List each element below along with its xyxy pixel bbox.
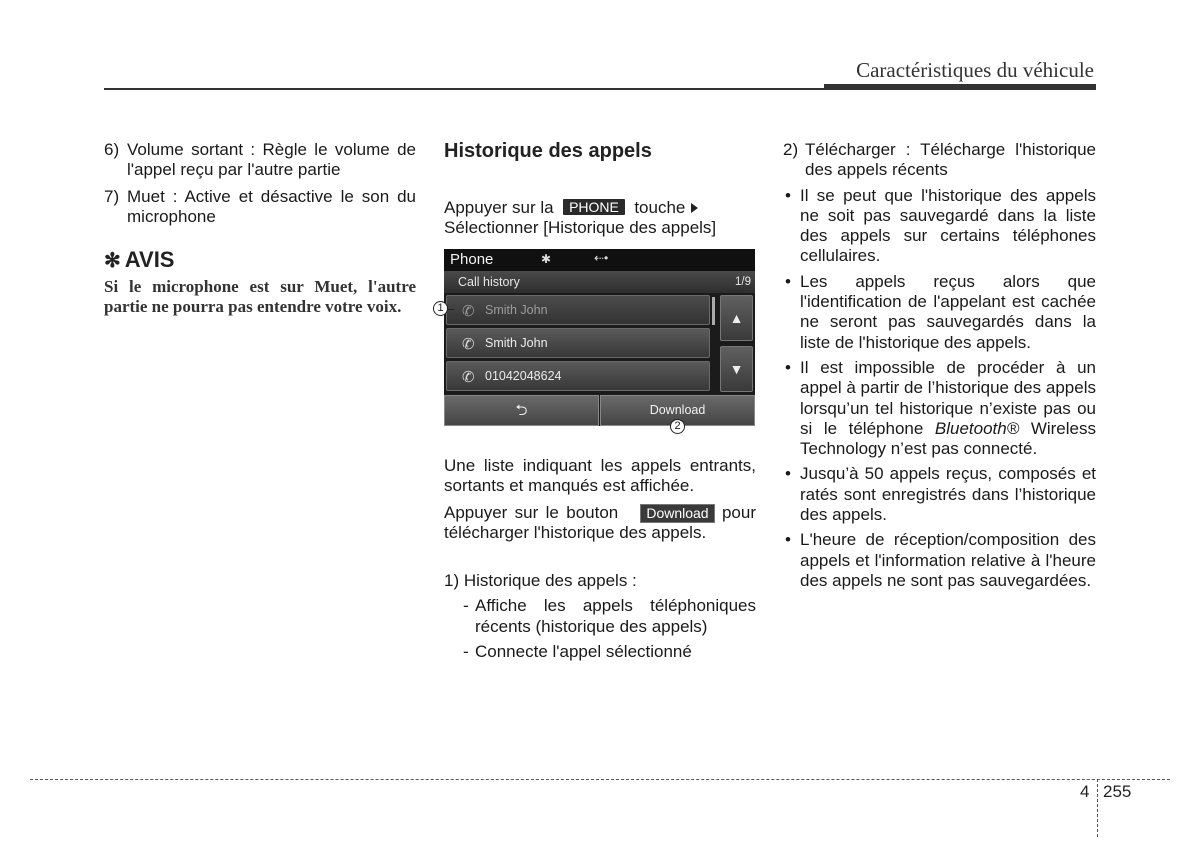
screen-subtitle-bar — [444, 271, 755, 293]
bullet-text: Il se peut que l'historique des appels ne soit pas sauvegardé dans la liste des appels sur certains téléphones cellulaires. — [800, 185, 1096, 266]
asterisk-icon: ✻ — [104, 250, 121, 273]
bullet-text: L'heure de réception/composition des appels et l'information relative à l'heure des appels ne sont pas sauvegardées. — [800, 530, 1096, 590]
download-button[interactable]: Download — [600, 395, 755, 426]
bullet-item — [783, 272, 1096, 353]
notice-title — [104, 247, 416, 274]
list-item — [444, 642, 756, 662]
item-text: Connecte l'appel sélectionné — [475, 642, 692, 662]
intro-text: Sélectionner [Historique des appels] — [444, 218, 717, 238]
column-2-continued — [444, 456, 756, 662]
bullet-marker: • — [785, 464, 791, 484]
scroll-thumb — [712, 297, 715, 325]
bullet-text: Jusqu’à 50 appels reçus, composés et ratés sont enregistrés dans l’historique des appels. — [800, 464, 1096, 525]
call-name: Smith John — [485, 303, 548, 317]
usb-icon: ⇠• — [594, 251, 609, 265]
call-name: 01042048624 — [485, 369, 562, 383]
section-title: Historique des appels — [444, 140, 652, 162]
item-text: Affiche les appels téléphoniques récents (historique des appels) — [475, 596, 756, 636]
screen-title: Phone — [450, 251, 494, 268]
bluetooth-word: Bluetooth® — [934, 418, 1020, 438]
item-number: 2) — [783, 140, 799, 159]
call-history-row[interactable] — [446, 328, 710, 358]
chapter-number: 4 — [1080, 782, 1090, 801]
call-history-row[interactable] — [446, 295, 710, 325]
bullet-item — [783, 464, 1096, 525]
footer-rule — [30, 779, 1170, 780]
bullet-marker: • — [785, 271, 791, 291]
bullet-text: Les appels reçus alors que l'identification de l'appelant est cachée ne seront pas sauvegardés dans la liste de l'historique des appels. — [800, 271, 1096, 352]
page-number: 255 — [1103, 782, 1132, 801]
list-item — [783, 140, 1096, 181]
column-2 — [444, 140, 756, 239]
bullet-text: Wireless Technology n’est pas connecté. — [800, 418, 1096, 459]
list-item — [104, 187, 416, 228]
column-1 — [104, 140, 416, 318]
phone-screen — [444, 249, 755, 426]
phone-key-label: PHONE — [563, 199, 625, 215]
list-item — [444, 596, 756, 637]
call-icon: ✆ — [462, 369, 475, 386]
scroll-down-button[interactable] — [720, 346, 753, 392]
intro-paragraph — [444, 198, 756, 239]
list-item — [104, 140, 416, 181]
footer-divider — [1097, 779, 1098, 837]
bullet-marker: • — [785, 357, 791, 377]
back-button[interactable] — [444, 395, 599, 426]
callout-1: 1 — [433, 301, 448, 316]
bullet-item — [783, 358, 1096, 459]
page-indicator: 1/9 — [735, 276, 751, 288]
screen-subtitle: Call history — [458, 275, 520, 289]
bullet-text: Il est impossible de procéder à un appel à partir de l’historique des appels lorsqu’un tel historique n’existe pas ou si le téléphone — [800, 357, 1096, 438]
arrow-right-icon — [691, 203, 698, 213]
item-text: Télécharger : Télécharge l'historique des appels récents — [805, 140, 1096, 180]
bullet-item — [783, 186, 1096, 267]
dash-marker: - — [463, 642, 469, 662]
history-heading: 1) Historique des appels : — [444, 571, 637, 591]
triangle-up-icon: ▲ — [729, 310, 744, 326]
call-icon: ✆ — [462, 303, 475, 320]
callout-2: 2 — [670, 419, 685, 434]
bullet-item — [783, 530, 1096, 591]
dash-marker: - — [463, 596, 469, 616]
notice-text: Si le microphone est sur Muet, l'autre partie ne pourra pas entendre votre voix. — [104, 277, 416, 317]
call-history-row[interactable] — [446, 361, 710, 391]
download-key-label: Download — [640, 504, 714, 523]
list-description: Une liste indiquant les appels entrants, sortants et manqués est affichée. — [444, 456, 756, 496]
download-text: pour télécharger l'historique des appels. — [444, 502, 756, 542]
bullet-marker: • — [785, 530, 791, 550]
bullet-marker: • — [785, 185, 791, 205]
column-3 — [783, 140, 1096, 596]
download-paragraph — [444, 503, 756, 544]
notice-title-text: AVIS — [124, 247, 175, 273]
triangle-down-icon: ▼ — [729, 361, 744, 377]
screen-status-bar — [444, 249, 755, 271]
header-rule-accent — [824, 84, 1096, 90]
item-text: Muet : Active et désactive le son du microphone — [127, 186, 416, 226]
back-arrow-icon: ⮌ — [515, 402, 528, 419]
call-icon: ✆ — [462, 336, 475, 353]
item-number: 7) — [104, 186, 120, 206]
scroll-up-button[interactable] — [720, 295, 753, 341]
download-text: Appuyer sur le bouton — [444, 502, 619, 522]
header-title: Caractéristiques du véhicule — [856, 58, 1094, 82]
callout-leader — [448, 309, 454, 310]
bluetooth-icon: ✱ — [541, 252, 552, 266]
item-text: Volume sortant : Règle le volume de l'appel reçu par l'autre partie — [127, 140, 416, 180]
call-name: Smith John — [485, 336, 548, 350]
intro-text: touche — [634, 198, 686, 217]
item-number: 6) — [104, 140, 120, 159]
intro-text: Appuyer sur la — [444, 198, 554, 217]
